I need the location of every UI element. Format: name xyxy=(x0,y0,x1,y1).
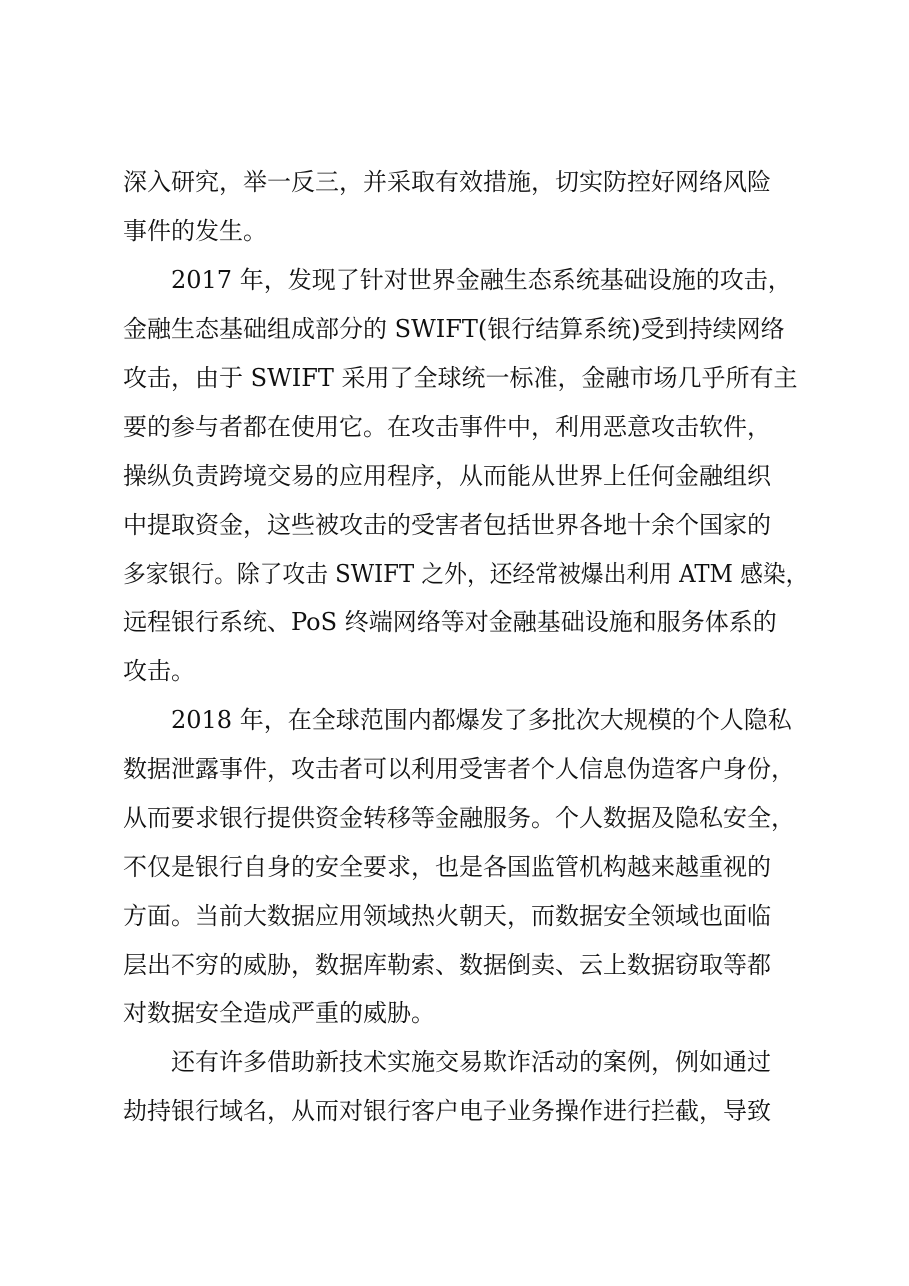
text-line: 攻击，由于 SWIFT 采用了全球统一标准，金融市场几乎所有主 xyxy=(123,364,798,392)
text-line: 深入研究，举一反三，并采取有效措施，切实防控好网络风险 xyxy=(123,168,771,196)
text-line: 要的参与者都在使用它。在攻击事件中，利用恶意攻击软件， xyxy=(123,413,771,441)
text-line: 多家银行。除了攻击 SWIFT 之外，还经常被爆出利用 ATM 感染， xyxy=(123,560,809,588)
text-line: 攻击。 xyxy=(123,657,195,685)
text-line: 方面。当前大数据应用领域热火朝天，而数据安全领域也面临 xyxy=(123,902,771,930)
text-line: 事件的发生。 xyxy=(123,217,267,245)
text-line: 层出不穷的威胁，数据库勒索、数据倒卖、云上数据窃取等都 xyxy=(123,951,771,979)
text-line: 数据泄露事件，攻击者可以利用受害者个人信息伪造客户身份， xyxy=(123,755,795,783)
text-line: 远程银行系统、PoS 终端网络等对金融基础设施和服务体系的 xyxy=(123,608,777,636)
text-line: 劫持银行域名，从而对银行客户电子业务操作进行拦截，导致 xyxy=(123,1097,771,1125)
text-line: 操纵负责跨境交易的应用程序，从而能从世界上任何金融组织 xyxy=(123,462,771,490)
text-line: 2018 年，在全球范围内都爆发了多批次大规模的个人隐私 xyxy=(171,706,792,734)
text-line: 还有许多借助新技术实施交易欺诈活动的案例，例如通过 xyxy=(171,1048,771,1076)
text-line: 不仅是银行自身的安全要求，也是各国监管机构越来越重视的 xyxy=(123,853,771,881)
text-line: 金融生态基础组成部分的 SWIFT(银行结算系统)受到持续网络 xyxy=(123,315,785,343)
text-line: 对数据安全造成严重的威胁。 xyxy=(123,999,435,1027)
text-line: 中提取资金，这些被攻击的受害者包括世界各地十余个国家的 xyxy=(123,511,771,539)
text-line: 2017 年，发现了针对世界金融生态系统基础设施的攻击， xyxy=(171,266,792,294)
text-line: 从而要求银行提供资金转移等金融服务。个人数据及隐私安全， xyxy=(123,804,795,832)
